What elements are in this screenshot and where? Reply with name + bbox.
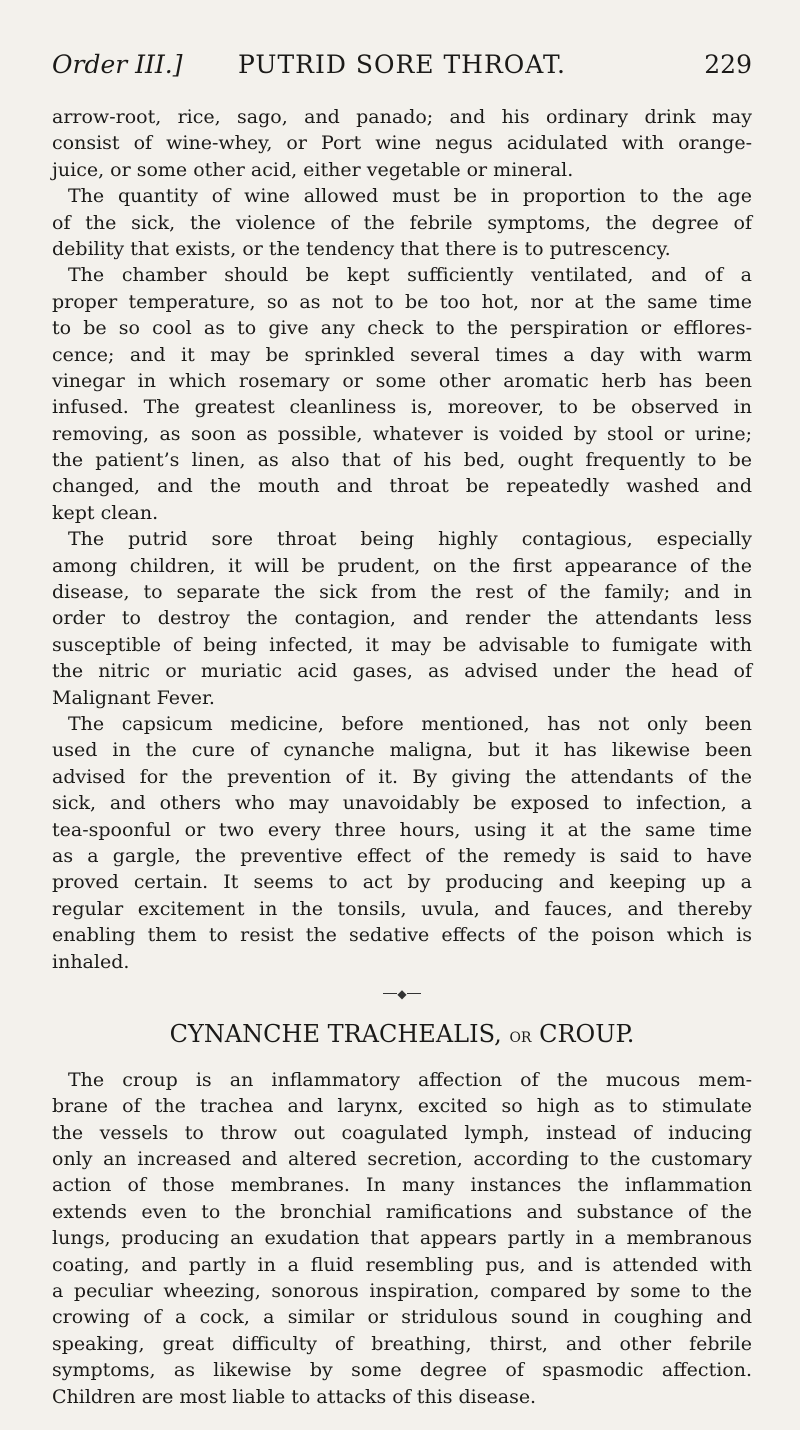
header-section: Order III.] — [52, 50, 183, 79]
section-heading — [52, 1019, 752, 1053]
text-line: arrow-root, rice, sago, and panado; and his ordinary drink may — [52, 106, 752, 128]
text-line: the patient’s linen, as also that of his bed, ought frequently to be — [52, 449, 752, 472]
text-line: as a gargle, the preventive effect of the remedy is said to have — [52, 844, 752, 867]
text-line: action of those membranes. In many instances the inflammation — [52, 1174, 752, 1197]
text-line: among children, it will be prudent, on the first appearance of the — [52, 554, 752, 577]
text-line: debility that exists, or the tendency that there is to putrescency. — [52, 237, 671, 260]
running-header — [52, 50, 752, 86]
text-line: brane of the trachea and larynx, excited so high as to stimulate — [52, 1095, 752, 1118]
text-line: infused. The greatest cleanliness is, moreover, to be observed in — [52, 396, 752, 419]
text-line: consist of wine-whey, or Port wine negus acidulated with orange- — [52, 132, 752, 155]
text-line: lungs, producing an exudation that appears partly in a membranous — [52, 1227, 752, 1250]
text-line: proper temperature, so as not to be too hot, nor at the same time — [52, 290, 752, 313]
text-line: a peculiar wheezing, sonorous inspiration, compared by some to the — [52, 1280, 752, 1303]
divider-rule-right — [407, 993, 421, 994]
text-line: inhaled. — [52, 950, 130, 973]
text-line: enabling them to resist the sedative effects of the poison which is — [52, 924, 752, 947]
text-line: Malignant Fever. — [52, 686, 215, 709]
text-line: symptoms, as likewise by some degree of spasmodic affection. — [52, 1359, 752, 1382]
text-line: coating, and partly in a fluid resembling pus, and is attended with — [52, 1253, 752, 1276]
text-line: removing, as soon as possible, whatever is voided by stool or urine; — [52, 422, 752, 445]
diamond-ornament-icon: ◆ — [397, 986, 407, 1001]
text-line: susceptible of being infected, it may be advisable to fumigate with — [52, 633, 752, 656]
text-line: kept clean. — [52, 501, 159, 524]
text-line: regular excitement in the tonsils, uvula, and fauces, and thereby — [52, 897, 752, 920]
text-line: speaking, great difficulty of breathing, thirst, and other febrile — [52, 1332, 752, 1355]
body-text — [52, 104, 752, 1410]
text-line: The chamber should be kept sufficiently ventilated, and of a — [68, 264, 752, 287]
text-line: cence; and it may be sprinkled several times a day with warm — [52, 343, 752, 366]
text-line: Children are most liable to attacks of this disease. — [52, 1385, 537, 1408]
text-line: tea-spoonful or two every three hours, using it at the same time — [52, 818, 752, 841]
heading-part-b: CROUP. — [539, 1019, 635, 1048]
heading-part-a: CYNANCHE TRACHEALIS, — [169, 1019, 502, 1048]
text-line: proved certain. It seems to act by producing and keeping up a — [52, 871, 752, 894]
text-line: extends even to the bronchial ramifications and substance of the — [52, 1200, 752, 1223]
text-line: used in the cure of cynanche maligna, but it has likewise been — [52, 739, 752, 762]
divider-rule-left — [383, 993, 397, 994]
text-line: advised for the prevention of it. By giving the attendants of the — [52, 765, 752, 788]
section-divider — [52, 975, 752, 1013]
text-line: changed, and the mouth and throat be repeatedly washed and — [52, 475, 752, 498]
text-line: crowing of a cock, a similar or stridulous sound in coughing and — [52, 1306, 752, 1329]
text-line: to be so cool as to give any check to the perspiration or efflores- — [52, 317, 752, 340]
heading-or: OR — [509, 1029, 532, 1046]
text-line: disease, to separate the sick from the rest of the family; and in — [52, 581, 752, 604]
text-line: The croup is an inflammatory affection of the mucous mem- — [68, 1068, 752, 1091]
page-number: 229 — [704, 50, 752, 79]
header-title: PUTRID SORE THROAT. — [238, 50, 566, 79]
text-line: the vessels to throw out coagulated lymph, instead of inducing — [52, 1121, 752, 1144]
text-line: The quantity of wine allowed must be in proportion to the age — [68, 185, 752, 208]
text-line: order to destroy the contagion, and render the attendants less — [52, 607, 752, 630]
text-line: the nitric or muriatic acid gases, as advised under the head of — [52, 660, 752, 683]
text-line: The capsicum medicine, before mentioned, has not only been — [68, 712, 752, 735]
text-line: juice, or some other acid, either vegetable or mineral. — [52, 158, 574, 181]
text-line: The putrid sore throat being highly contagious, especially — [68, 528, 752, 551]
text-line: sick, and others who may unavoidably be exposed to infection, a — [52, 792, 752, 815]
text-line: only an increased and altered secretion, according to the customary — [52, 1148, 752, 1171]
text-line: vinegar in which rosemary or some other aromatic herb has been — [52, 369, 752, 392]
text-line: of the sick, the violence of the febrile symptoms, the degree of — [52, 211, 752, 234]
